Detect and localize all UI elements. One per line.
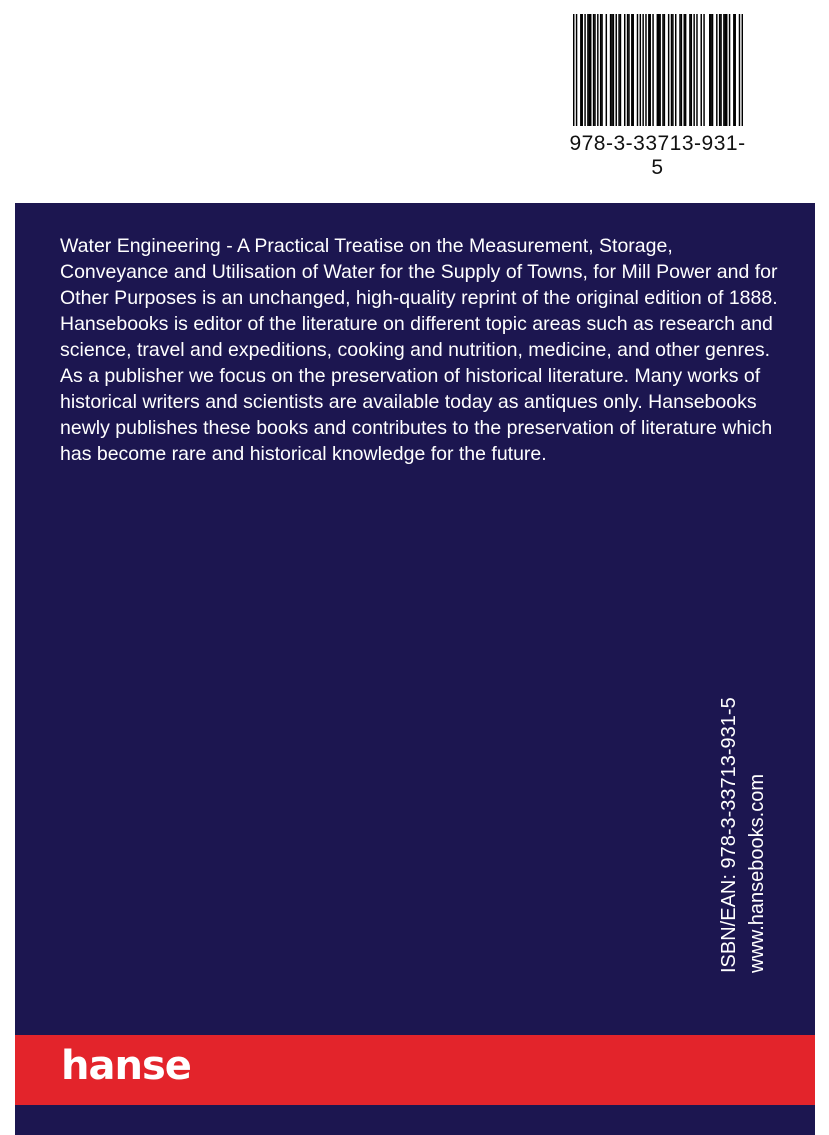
barcode-bar — [597, 14, 598, 126]
barcode-bar — [584, 14, 585, 126]
barcode-bar — [633, 14, 634, 126]
barcode-bar — [701, 14, 702, 126]
barcode-bar — [712, 14, 713, 126]
barcode-bar — [573, 14, 574, 126]
barcode-bar — [576, 14, 577, 126]
barcode-bar — [719, 14, 720, 126]
barcode-bar — [664, 14, 665, 126]
barcode-bar — [624, 14, 625, 126]
hanse-logo: hanse — [61, 1043, 191, 1089]
barcode-bar — [658, 14, 659, 126]
barcode-bar — [610, 14, 611, 126]
barcode-bar — [672, 14, 673, 126]
barcode-bar — [640, 14, 641, 126]
barcode-bar — [659, 14, 660, 126]
barcode-bar — [648, 14, 649, 126]
barcode-bar — [600, 14, 601, 126]
barcode-bar — [657, 14, 658, 126]
barcode-bar — [729, 14, 730, 126]
barcode-bar — [684, 14, 685, 126]
barcode-bar — [628, 14, 629, 126]
barcode-bar — [703, 14, 704, 126]
barcode-bar — [642, 14, 643, 126]
website-text: www.hansebooks.com — [746, 774, 768, 973]
barcode-bar — [589, 14, 590, 126]
barcode-bar — [631, 14, 632, 126]
barcode-bar — [716, 14, 717, 126]
barcode-bar — [668, 14, 669, 126]
barcode-bar — [723, 14, 724, 126]
barcode-bar — [685, 14, 686, 126]
barcode-bar — [726, 14, 727, 126]
barcode-bar — [739, 14, 740, 126]
barcode-bar — [620, 14, 621, 126]
barcode-bar — [601, 14, 602, 126]
brand-bar — [15, 1035, 815, 1105]
barcode-bar — [675, 14, 676, 126]
barcode-number: 978-3-33713-931-5 — [569, 132, 746, 179]
barcode-bar — [645, 14, 646, 126]
barcode-bar — [742, 14, 743, 126]
barcode-bar — [580, 14, 581, 126]
barcode-bars — [573, 14, 743, 126]
barcode-bar — [650, 14, 651, 126]
barcode-bar — [696, 14, 697, 126]
description-paragraph-2: Hansebooks is editor of the literature on different topic areas such as research and science, travel and expeditions, cooking and nutrition, medicine, and other genres. As a publisher we focus on the preservation of historical literature. Many works of historical writers and scientists are available today as antiques only. Hansebooks newly publishes these books and contributes to the preservation of literature which has become rare and historical knowledge for the future. — [60, 313, 773, 465]
back-cover-panel — [15, 203, 815, 1135]
barcode-bar — [637, 14, 638, 126]
description-paragraph-1: Water Engineering - A Practical Treatise on the Measurement, Storage, Conveyance and Utilisation of Water for the Supply of Towns, for Mill Power and for Other Purposes is an unchanged, high-quality reprint of the original edition of 1888. — [60, 235, 778, 309]
barcode-bar — [671, 14, 672, 126]
isbn-text: ISBN/EAN: 978-3-33713-931-5 — [718, 697, 740, 973]
barcode-bar — [693, 14, 694, 126]
barcode-bar — [593, 14, 594, 126]
barcode-bar — [587, 14, 588, 126]
barcode-bar — [594, 14, 595, 126]
book-description — [60, 233, 780, 467]
barcode-bar — [710, 14, 711, 126]
barcode-bar — [606, 14, 607, 126]
barcode-bar — [616, 14, 617, 126]
barcode-bar — [709, 14, 710, 126]
barcode-bar — [691, 14, 692, 126]
barcode-bar — [590, 14, 591, 126]
barcode-bar — [720, 14, 721, 126]
barcode-bar — [613, 14, 614, 126]
barcode-bar — [652, 14, 653, 126]
barcode-bar — [689, 14, 690, 126]
barcode-bar — [679, 14, 680, 126]
barcode-bar — [733, 14, 734, 126]
barcode-bar — [627, 14, 628, 126]
barcode-bar — [618, 14, 619, 126]
barcode-bar — [662, 14, 663, 126]
barcode — [565, 14, 750, 179]
barcode-bar — [725, 14, 726, 126]
barcode-bar — [735, 14, 736, 126]
barcode-bar — [681, 14, 682, 126]
barcode-bar — [582, 14, 583, 126]
barcode-bar — [611, 14, 612, 126]
